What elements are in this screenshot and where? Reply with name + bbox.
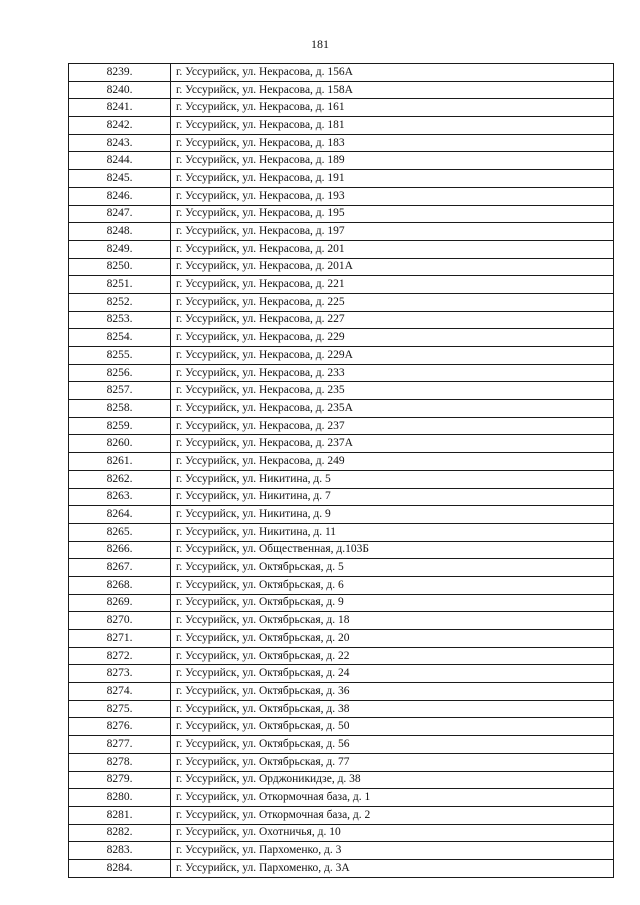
- row-address: г. Уссурийск, ул. Откормочная база, д. 2: [171, 806, 614, 824]
- row-number: 8277.: [69, 736, 171, 754]
- row-number: 8283.: [69, 842, 171, 860]
- table-row: [69, 470, 614, 488]
- row-address: г. Уссурийск, ул. Октябрьская, д. 9: [171, 594, 614, 612]
- row-address: г. Уссурийск, ул. Некрасова, д. 249: [171, 453, 614, 471]
- table-row: [69, 842, 614, 860]
- row-address: г. Уссурийск, ул. Никитина, д. 11: [171, 523, 614, 541]
- row-number: 8247.: [69, 205, 171, 223]
- row-number: 8241.: [69, 99, 171, 117]
- row-number: 8245.: [69, 170, 171, 188]
- row-address: г. Уссурийск, ул. Некрасова, д. 189: [171, 152, 614, 170]
- table-row: [69, 311, 614, 329]
- row-address: г. Уссурийск, ул. Некрасова, д. 197: [171, 223, 614, 241]
- table-row: [69, 559, 614, 577]
- row-address: г. Уссурийск, ул. Никитина, д. 7: [171, 488, 614, 506]
- row-address: г. Уссурийск, ул. Октябрьская, д. 38: [171, 700, 614, 718]
- table-row: [69, 382, 614, 400]
- row-number: 8280.: [69, 789, 171, 807]
- table-row: [69, 576, 614, 594]
- table-row: [69, 64, 614, 82]
- row-number: 8244.: [69, 152, 171, 170]
- row-address: г. Уссурийск, ул. Некрасова, д. 221: [171, 276, 614, 294]
- row-number: 8259.: [69, 417, 171, 435]
- row-address: г. Уссурийск, ул. Некрасова, д. 158А: [171, 81, 614, 99]
- row-number: 8276.: [69, 718, 171, 736]
- row-number: 8271.: [69, 630, 171, 648]
- row-address: г. Уссурийск, ул. Некрасова, д. 235А: [171, 400, 614, 418]
- table-row: [69, 240, 614, 258]
- row-address: г. Уссурийск, ул. Некрасова, д. 156А: [171, 64, 614, 82]
- row-address: г. Уссурийск, ул. Охотничья, д. 10: [171, 824, 614, 842]
- row-address: г. Уссурийск, ул. Некрасова, д. 191: [171, 170, 614, 188]
- row-address: г. Уссурийск, ул. Некрасова, д. 161: [171, 99, 614, 117]
- table-row: [69, 347, 614, 365]
- row-number: 8263.: [69, 488, 171, 506]
- table-row: [69, 99, 614, 117]
- row-address: г. Уссурийск, ул. Некрасова, д. 233: [171, 364, 614, 382]
- address-table: [68, 63, 614, 878]
- table-row: [69, 665, 614, 683]
- table-row: [69, 435, 614, 453]
- row-number: 8243.: [69, 134, 171, 152]
- row-address: г. Уссурийск, ул. Откормочная база, д. 1: [171, 789, 614, 807]
- row-address: г. Уссурийск, ул. Октябрьская, д. 50: [171, 718, 614, 736]
- row-number: 8264.: [69, 506, 171, 524]
- table-row: [69, 859, 614, 877]
- row-address: г. Уссурийск, ул. Некрасова, д. 183: [171, 134, 614, 152]
- table-row: [69, 700, 614, 718]
- row-number: 8254.: [69, 329, 171, 347]
- table-row: [69, 523, 614, 541]
- row-number: 8268.: [69, 576, 171, 594]
- row-address: г. Уссурийск, ул. Пархоменко, д. 3А: [171, 859, 614, 877]
- row-address: г. Уссурийск, ул. Некрасова, д. 237: [171, 417, 614, 435]
- row-address: г. Уссурийск, ул. Октябрьская, д. 6: [171, 576, 614, 594]
- row-address: г. Уссурийск, ул. Октябрьская, д. 5: [171, 559, 614, 577]
- row-number: 8252.: [69, 293, 171, 311]
- table-row: [69, 647, 614, 665]
- row-number: 8278.: [69, 753, 171, 771]
- row-address: г. Уссурийск, ул. Октябрьская, д. 56: [171, 736, 614, 754]
- table-row: [69, 753, 614, 771]
- row-number: 8246.: [69, 187, 171, 205]
- row-address: г. Уссурийск, ул. Некрасова, д. 229А: [171, 347, 614, 365]
- row-address: г. Уссурийск, ул. Октябрьская, д. 77: [171, 753, 614, 771]
- table-row: [69, 400, 614, 418]
- row-number: 8260.: [69, 435, 171, 453]
- table-row: [69, 594, 614, 612]
- row-number: 8256.: [69, 364, 171, 382]
- row-number: 8262.: [69, 470, 171, 488]
- row-address: г. Уссурийск, ул. Пархоменко, д. 3: [171, 842, 614, 860]
- row-address: г. Уссурийск, ул. Октябрьская, д. 18: [171, 612, 614, 630]
- row-number: 8242.: [69, 117, 171, 135]
- row-address: г. Уссурийск, ул. Некрасова, д. 237А: [171, 435, 614, 453]
- table-row: [69, 771, 614, 789]
- row-address: г. Уссурийск, ул. Октябрьская, д. 36: [171, 683, 614, 701]
- table-row: [69, 258, 614, 276]
- row-number: 8273.: [69, 665, 171, 683]
- page-number: 181: [311, 37, 329, 51]
- table-row: [69, 205, 614, 223]
- row-address: г. Уссурийск, ул. Октябрьская, д. 20: [171, 630, 614, 648]
- table-row: [69, 612, 614, 630]
- row-address: г. Уссурийск, ул. Никитина, д. 9: [171, 506, 614, 524]
- table-row: [69, 293, 614, 311]
- row-number: 8269.: [69, 594, 171, 612]
- table-row: [69, 824, 614, 842]
- table-row: [69, 718, 614, 736]
- row-number: 8240.: [69, 81, 171, 99]
- row-address: г. Уссурийск, ул. Никитина, д. 5: [171, 470, 614, 488]
- row-address: г. Уссурийск, ул. Орджоникидзе, д. 38: [171, 771, 614, 789]
- table-row: [69, 81, 614, 99]
- table-row: [69, 152, 614, 170]
- row-number: 8258.: [69, 400, 171, 418]
- table-row: [69, 806, 614, 824]
- row-number: 8239.: [69, 64, 171, 82]
- table-row: [69, 276, 614, 294]
- row-number: 8255.: [69, 347, 171, 365]
- row-address: г. Уссурийск, ул. Некрасова, д. 181: [171, 117, 614, 135]
- row-address: г. Уссурийск, ул. Октябрьская, д. 22: [171, 647, 614, 665]
- table-row: [69, 541, 614, 559]
- table-row: [69, 223, 614, 241]
- row-address: г. Уссурийск, ул. Некрасова, д. 201А: [171, 258, 614, 276]
- row-address: г. Уссурийск, ул. Общественная, д.103Б: [171, 541, 614, 559]
- row-address: г. Уссурийск, ул. Некрасова, д. 201: [171, 240, 614, 258]
- row-number: 8251.: [69, 276, 171, 294]
- table-row: [69, 506, 614, 524]
- table-row: [69, 683, 614, 701]
- table-row: [69, 134, 614, 152]
- table-row: [69, 117, 614, 135]
- row-number: 8284.: [69, 859, 171, 877]
- table-row: [69, 170, 614, 188]
- row-number: 8281.: [69, 806, 171, 824]
- row-address: г. Уссурийск, ул. Некрасова, д. 227: [171, 311, 614, 329]
- row-address: г. Уссурийск, ул. Некрасова, д. 193: [171, 187, 614, 205]
- table-row: [69, 417, 614, 435]
- row-number: 8266.: [69, 541, 171, 559]
- row-number: 8274.: [69, 683, 171, 701]
- table-row: [69, 453, 614, 471]
- row-number: 8267.: [69, 559, 171, 577]
- row-number: 8248.: [69, 223, 171, 241]
- row-number: 8261.: [69, 453, 171, 471]
- row-number: 8250.: [69, 258, 171, 276]
- table-row: [69, 630, 614, 648]
- row-number: 8249.: [69, 240, 171, 258]
- row-number: 8257.: [69, 382, 171, 400]
- table-row: [69, 364, 614, 382]
- row-number: 8272.: [69, 647, 171, 665]
- table-row: [69, 736, 614, 754]
- row-address: г. Уссурийск, ул. Некрасова, д. 195: [171, 205, 614, 223]
- row-address: г. Уссурийск, ул. Октябрьская, д. 24: [171, 665, 614, 683]
- table-row: [69, 329, 614, 347]
- row-address: г. Уссурийск, ул. Некрасова, д. 229: [171, 329, 614, 347]
- row-address: г. Уссурийск, ул. Некрасова, д. 235: [171, 382, 614, 400]
- row-number: 8282.: [69, 824, 171, 842]
- row-number: 8275.: [69, 700, 171, 718]
- row-number: 8279.: [69, 771, 171, 789]
- row-number: 8270.: [69, 612, 171, 630]
- row-address: г. Уссурийск, ул. Некрасова, д. 225: [171, 293, 614, 311]
- row-number: 8265.: [69, 523, 171, 541]
- row-number: 8253.: [69, 311, 171, 329]
- table-row: [69, 789, 614, 807]
- table-row: [69, 187, 614, 205]
- address-table-body: [69, 64, 614, 878]
- table-row: [69, 488, 614, 506]
